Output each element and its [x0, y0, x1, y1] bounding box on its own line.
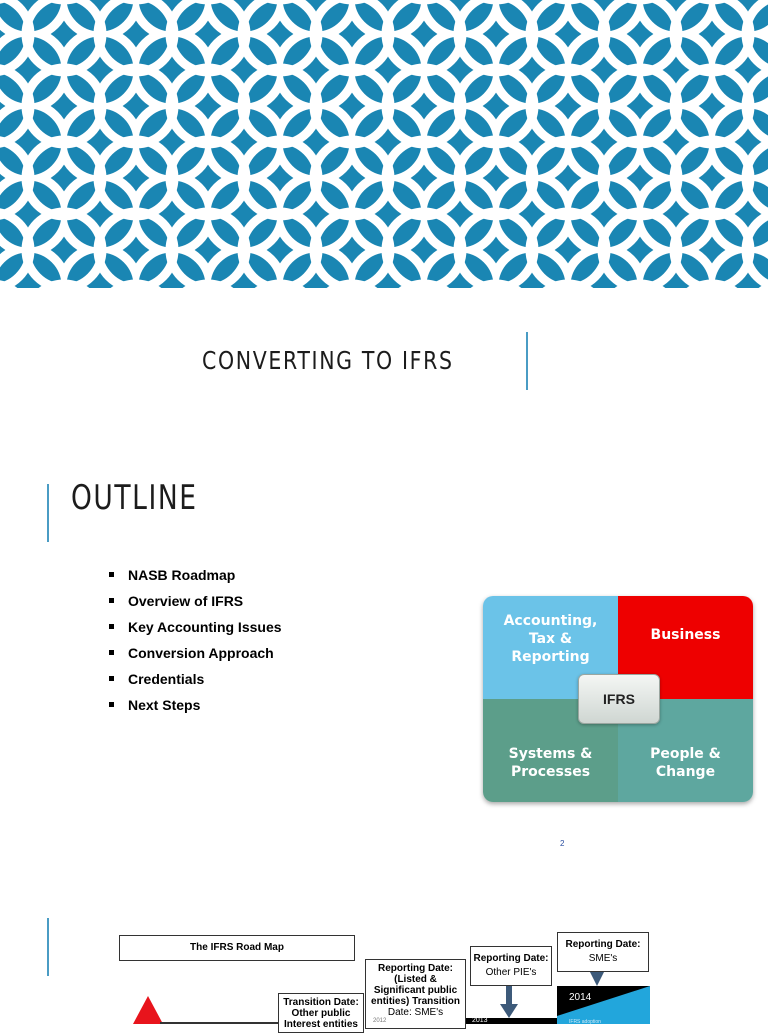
box-line: Interest entities [284, 1019, 358, 1030]
box-line: entities) Transition [371, 996, 460, 1007]
outline-item-label: NASB Roadmap [128, 567, 236, 583]
bullet-square-icon [109, 676, 114, 681]
outline-item-label: Conversion Approach [128, 645, 274, 661]
list-item [108, 590, 282, 616]
box-line: (Listed & [394, 974, 437, 985]
quadrant-line: Systems & [508, 745, 593, 762]
quadrant-line: Processes [510, 763, 591, 780]
slide-title: CONVERTING TO IFRS [202, 346, 454, 375]
list-item [108, 642, 282, 668]
decorative-banner [0, 0, 768, 288]
list-item [108, 694, 282, 720]
bullet-square-icon [109, 598, 114, 603]
box-line: Other public [291, 1008, 351, 1019]
timeline-band-2013 [466, 1018, 557, 1024]
box-line: Other PIE's [485, 967, 537, 978]
quadrant-line: Change [655, 763, 716, 780]
bullet-square-icon [109, 572, 114, 577]
outline-list [108, 564, 282, 720]
quadrant-line: Tax & [528, 630, 573, 647]
box-line: Significant public [373, 985, 458, 996]
box-line: Reporting Date: [473, 953, 549, 964]
bullet-square-icon [109, 650, 114, 655]
quadrant-line: Business [650, 626, 721, 643]
other-pie-reporting-box [470, 946, 552, 986]
down-arrow-icon [499, 986, 519, 1020]
center-ifrs-box: IFRS [578, 674, 660, 724]
timeline-band-2014 [557, 986, 650, 1024]
box-line: Date: SME's [387, 1007, 444, 1018]
list-item [108, 564, 282, 590]
roadmap-slide [0, 900, 768, 1030]
roadmap-title: The IFRS Road Map [190, 942, 284, 953]
box-line: Reporting Date: [565, 939, 641, 950]
quadrant-line: People & [650, 745, 721, 762]
ifrs-matrix-diagram [483, 596, 753, 802]
list-item [108, 616, 282, 642]
outline-item-label: Next Steps [128, 697, 201, 713]
year-label: 2012 [373, 1018, 387, 1024]
year-label: 2014 [569, 992, 592, 1003]
roadmap-title-box [119, 935, 355, 961]
outline-item-label: Credentials [128, 671, 205, 687]
quadrant-line: Accounting, [503, 612, 598, 629]
sme-reporting-box [557, 932, 649, 972]
list-item [108, 668, 282, 694]
quadrant-line: Reporting [511, 648, 590, 665]
year-label: 2013 [472, 1017, 488, 1024]
transition-date-box [278, 993, 364, 1033]
title-slide [0, 288, 768, 448]
box-line: Reporting Date: [378, 963, 453, 974]
title-accent-line [526, 332, 528, 390]
bullet-square-icon [109, 702, 114, 707]
adoption-label: IFRS adoption [569, 1019, 601, 1024]
page-number: 2 [560, 839, 565, 848]
outline-heading: OUTLINE [71, 478, 198, 518]
outline-accent-line [47, 484, 49, 542]
circle-pattern-icon [0, 0, 768, 288]
outline-item-label: Overview of IFRS [128, 593, 244, 609]
warning-triangle-icon [130, 994, 166, 1024]
box-line: SME's [588, 953, 618, 964]
outline-item-label: Key Accounting Issues [128, 619, 282, 635]
box-line: Transition Date: [283, 997, 359, 1008]
bullet-square-icon [109, 624, 114, 629]
